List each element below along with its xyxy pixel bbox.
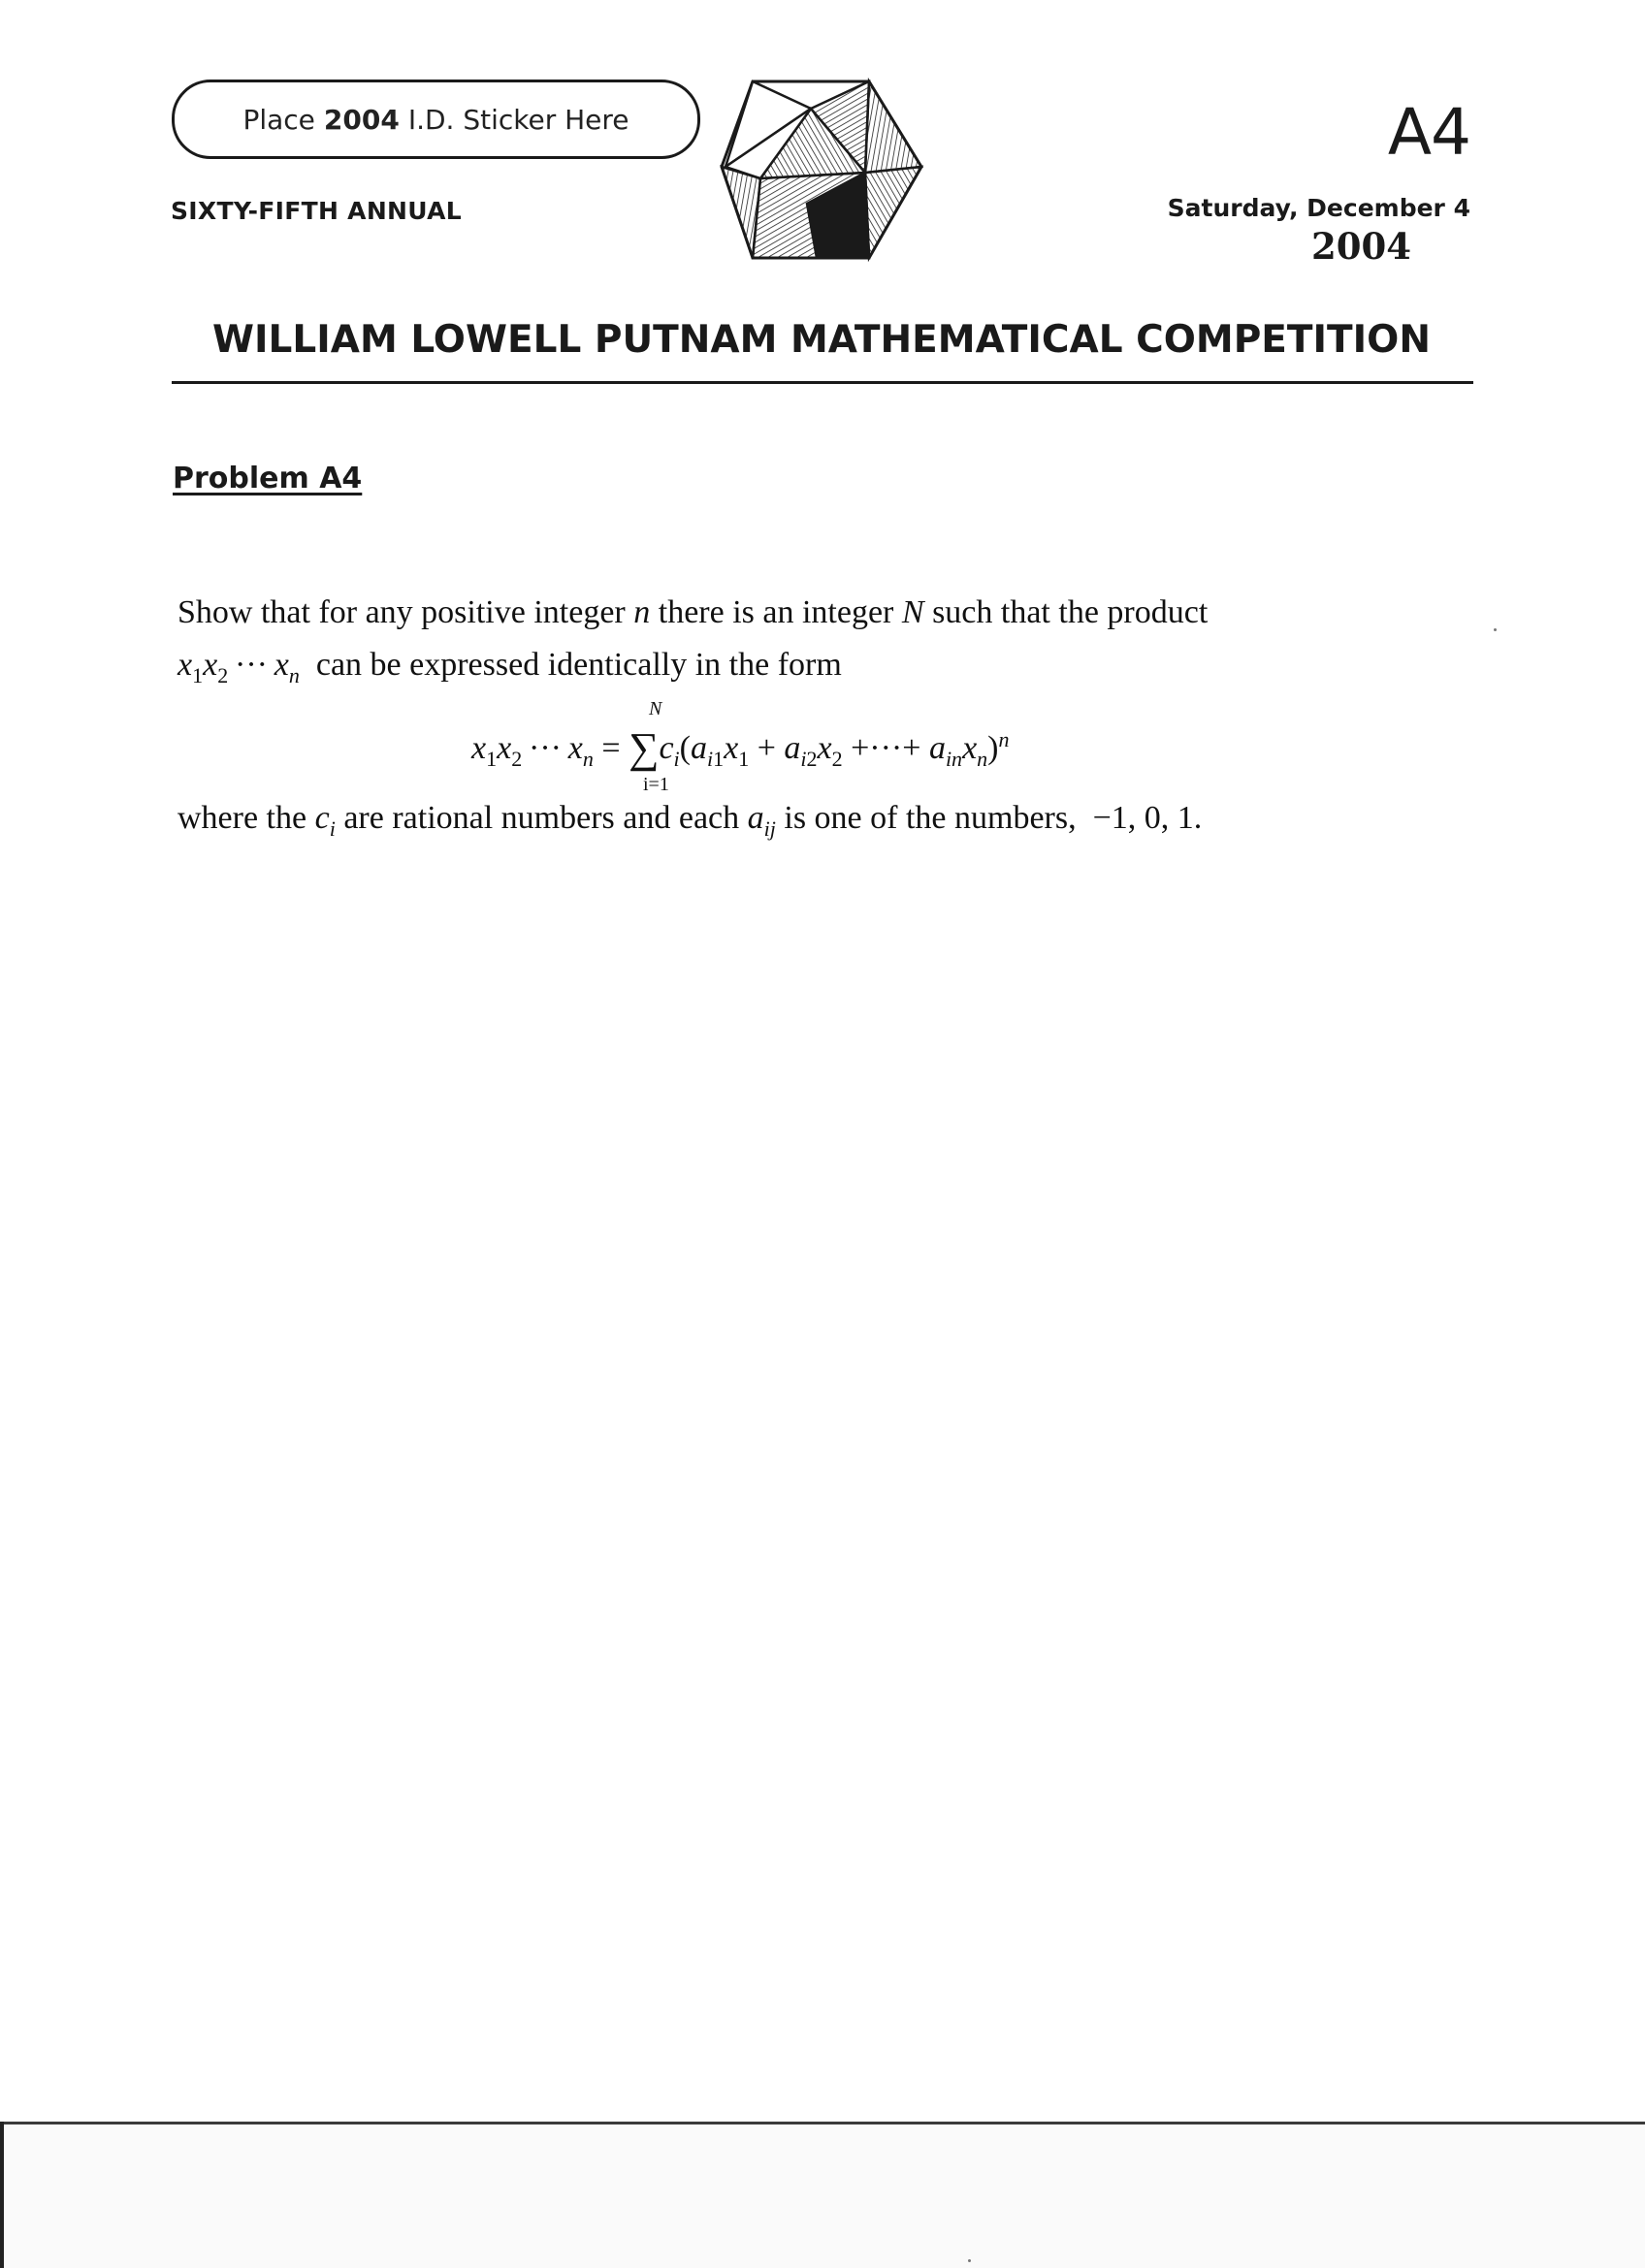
- exam-date: Saturday, December 4: [1167, 194, 1470, 222]
- id-sticker-box: [172, 80, 700, 159]
- background-left-edge: [0, 2122, 4, 2268]
- allowed-values: −1, 0, 1.: [1092, 800, 1203, 836]
- product-expression: $x_1x_2$ ··· $x_n$: [177, 647, 300, 687]
- scan-speck: [1494, 628, 1497, 631]
- annual-label: SIXTY-FIFTH ANNUAL: [171, 197, 462, 225]
- competition-title: WILLIAM LOWELL PUTNAM MATHEMATICAL COMPETITION: [212, 318, 1431, 362]
- sticker-suffix: I.D. Sticker Here: [407, 103, 629, 136]
- exam-year: 2004: [1311, 225, 1411, 268]
- sticker-year: 2004: [323, 103, 400, 136]
- problem-code: A4: [1387, 95, 1470, 170]
- equation-body: $x_1x_2$ ··· $x_n = \sum c_i(a_{i1}x_1 + a_{i2}x_2$ +···+ $a_{in}x_n)^n$: [471, 724, 1010, 772]
- polyhedron-logo-icon: [720, 78, 925, 262]
- problem-line-1: Show that for any positive integer n there is an integer N such that the product: [177, 594, 1209, 630]
- problem-heading: Problem A4: [173, 462, 363, 495]
- title-divider: [172, 381, 1473, 384]
- variable-N: N: [901, 594, 924, 630]
- display-equation: [471, 698, 1209, 795]
- problem-line-3: where the $c_i$ are rational numbers and each $a_{ij}$ is one of the numbers, −1, 0, 1.: [177, 800, 1203, 841]
- problem-statement: [177, 587, 1341, 691]
- background-surface: [0, 2124, 1645, 2268]
- problem-line-2: $x_1x_2$ ··· $x_n$ can be expressed identically in the form: [177, 647, 842, 687]
- scan-speck: [968, 2259, 971, 2262]
- sticker-prefix: Place: [242, 103, 315, 136]
- variable-n: n: [633, 594, 651, 630]
- sum-upper-limit: N: [649, 698, 662, 719]
- sum-lower-limit: i=1: [643, 774, 669, 795]
